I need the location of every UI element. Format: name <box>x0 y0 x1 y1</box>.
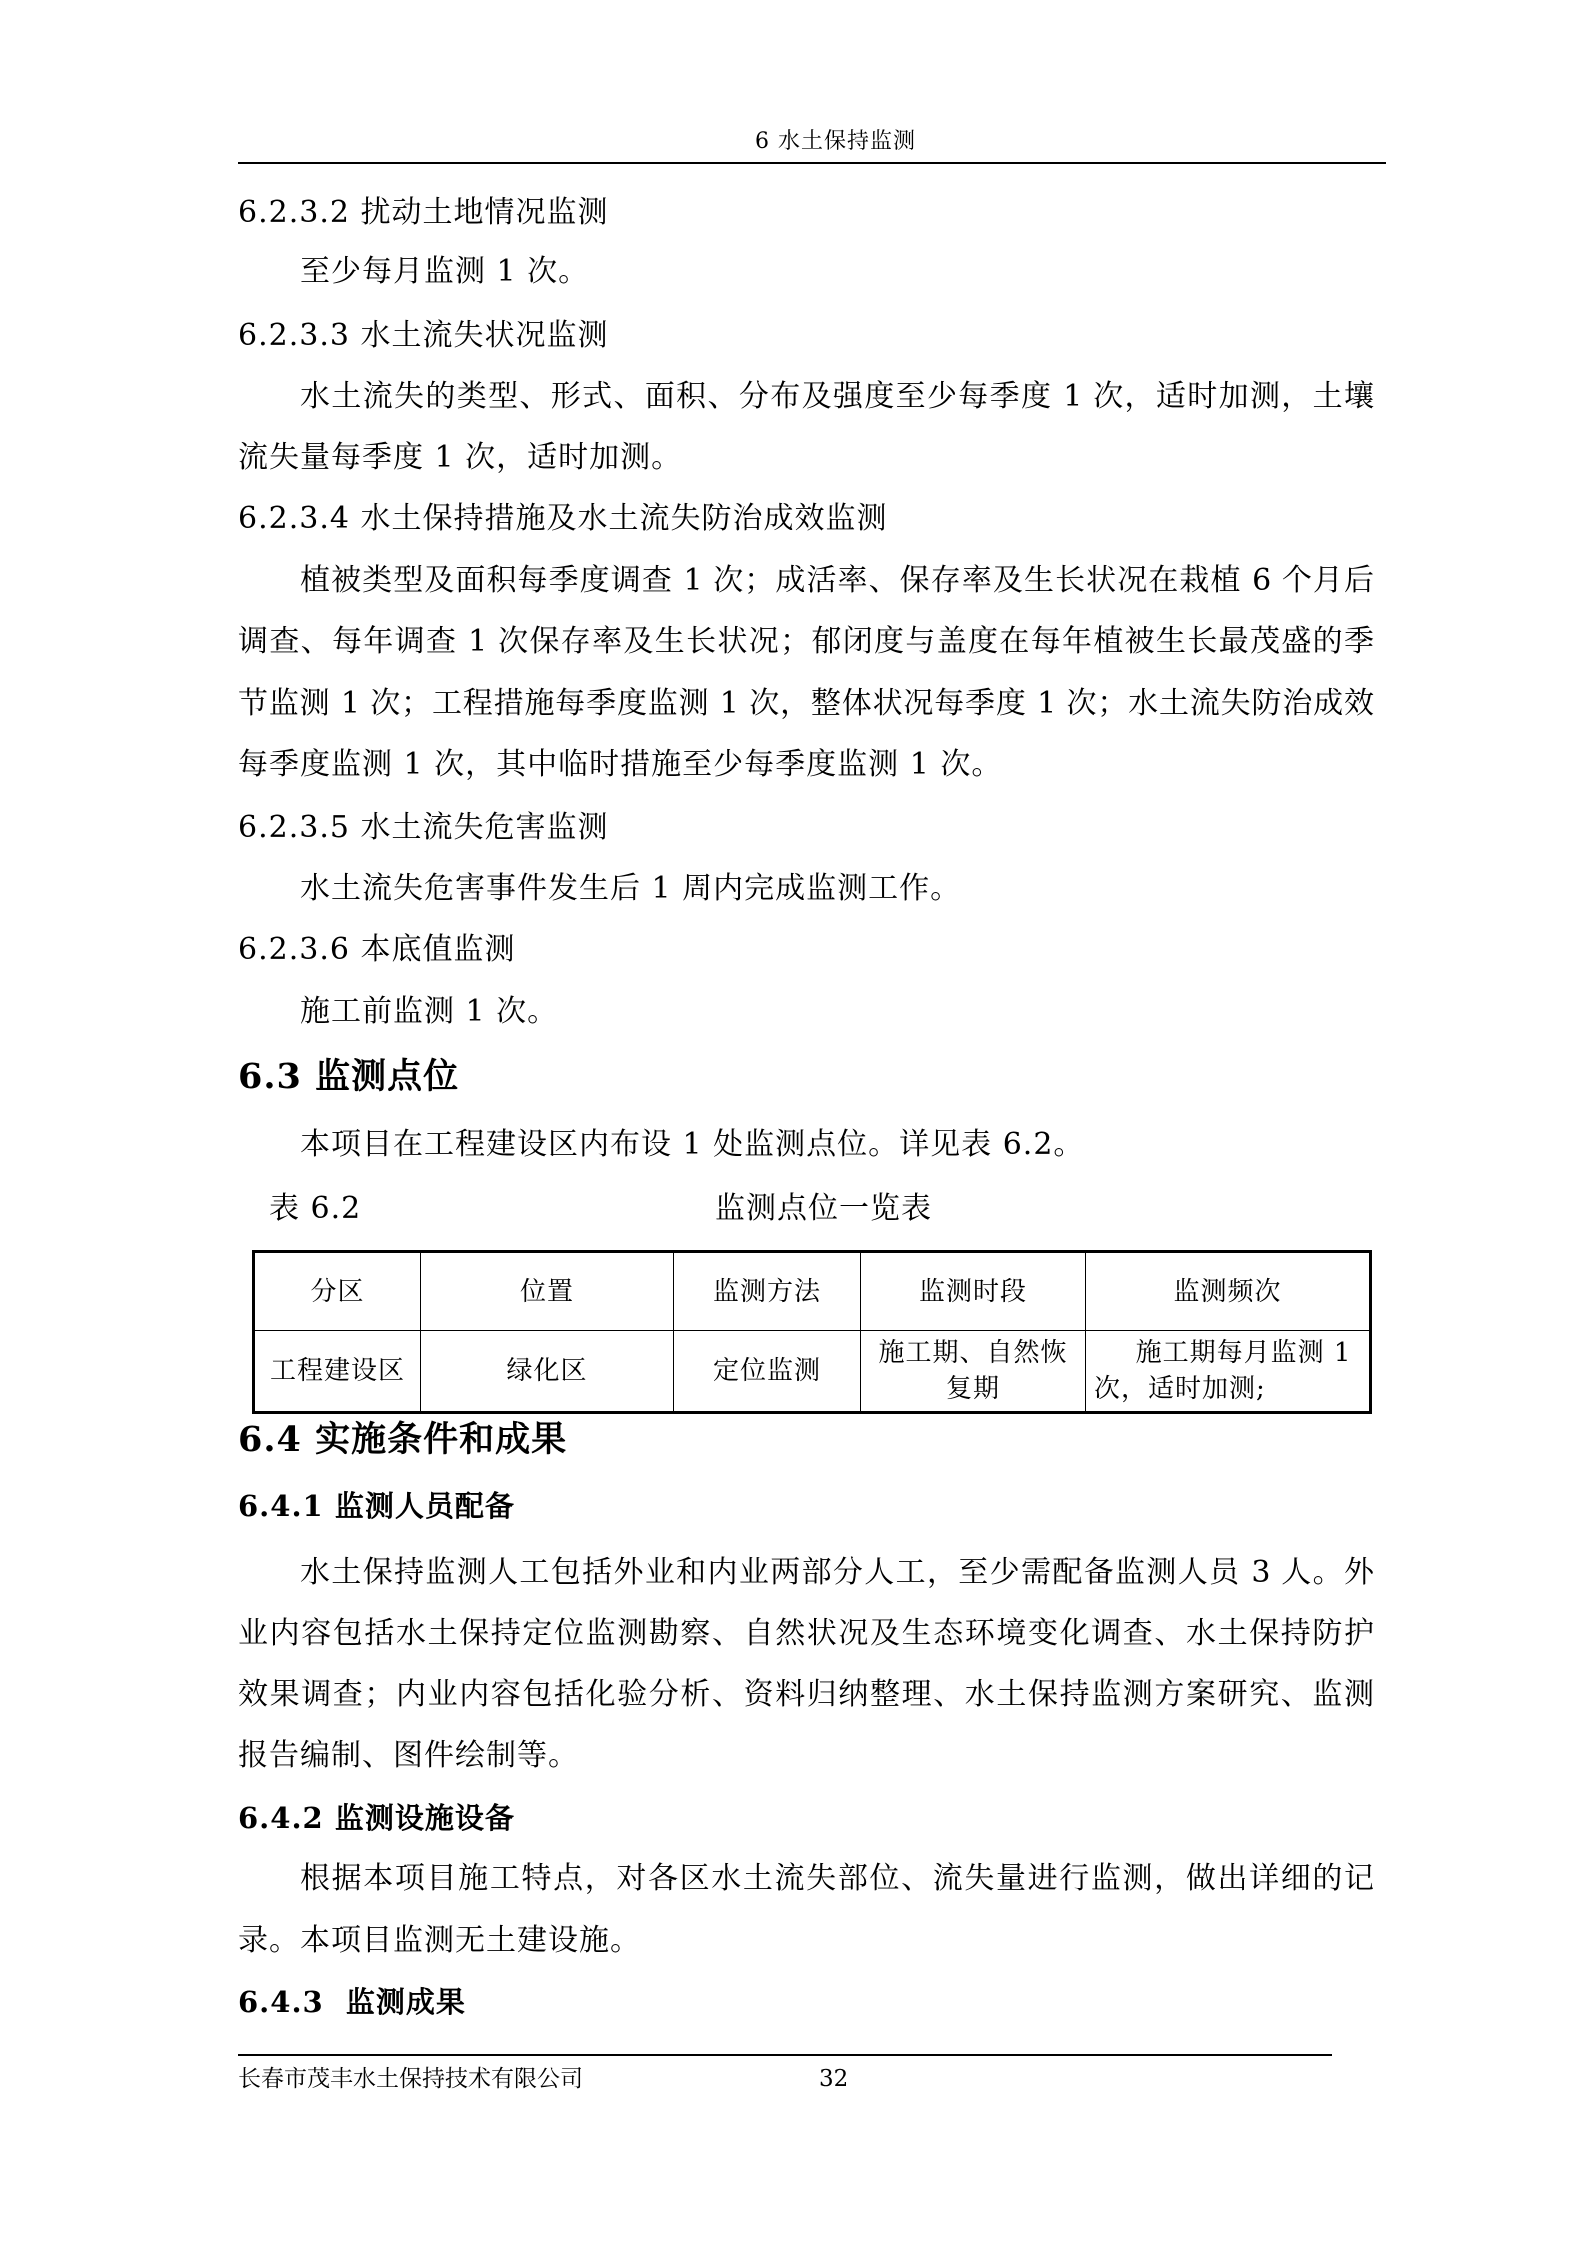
heading-6-4-2: 6.4.2 监测设施设备 <box>238 1801 515 1835</box>
paragraph-line: 植被类型及面积每季度调查 1 次；成活率、保存率及生长状况在栽植 6 个月后 <box>300 563 1374 598</box>
footer-company-name: 长春市茂丰水土保持技术有限公司 <box>238 2066 583 2092</box>
heading-6-4-1: 6.4.1 监测人员配备 <box>238 1489 515 1523</box>
heading-6-2-3-2: 6.2.3.2 扰动土地情况监测 <box>238 195 609 230</box>
heading-6-4: 6.4 实施条件和成果 <box>238 1419 568 1460</box>
paragraph-line: 水土流失的类型、形式、面积、分布及强度至少每季度 1 次，适时加测，土壤 <box>300 379 1374 414</box>
table-cell: 工程建设区 <box>254 1331 421 1413</box>
table-cell: 施工期每月监测 1 次，适时加测; <box>1086 1331 1371 1413</box>
table-header-cell: 分区 <box>254 1252 421 1331</box>
heading-6-2-3-3: 6.2.3.3 水土流失状况监测 <box>238 318 609 353</box>
table-header-cell: 监测方法 <box>674 1252 861 1331</box>
table-header-cell: 监测时段 <box>861 1252 1086 1331</box>
table-cell: 绿化区 <box>421 1331 674 1413</box>
paragraph-line: 水土流失危害事件发生后 1 周内完成监测工作。 <box>300 871 962 906</box>
paragraph-line: 节监测 1 次；工程措施每季度监测 1 次，整体状况每季度 1 次；水土流失防治成效 <box>238 686 1374 721</box>
paragraph-line: 每季度监测 1 次，其中临时措施至少每季度监测 1 次。 <box>238 747 1003 782</box>
heading-6-2-3-6: 6.2.3.6 本底值监测 <box>238 932 516 967</box>
paragraph-line: 至少每月监测 1 次。 <box>300 254 590 289</box>
table-row <box>254 1331 1371 1413</box>
table-header-cell: 监测频次 <box>1086 1252 1371 1331</box>
paragraph-line: 本项目在工程建设区内布设 1 处监测点位。详见表 6.2。 <box>300 1127 1085 1162</box>
monitoring-points-table <box>252 1250 1372 1414</box>
heading-6-2-3-5: 6.2.3.5 水土流失危害监测 <box>238 810 609 845</box>
header-rule <box>238 162 1386 164</box>
page-number: 32 <box>819 2066 849 2092</box>
table-number: 表 6.2 <box>269 1191 362 1226</box>
table-cell: 施工期、自然恢复期 <box>861 1331 1086 1413</box>
paragraph-line: 报告编制、图件绘制等。 <box>238 1738 579 1773</box>
paragraph-line: 效果调查；内业内容包括化验分析、资料归纳整理、水土保持监测方案研究、监测 <box>238 1677 1374 1712</box>
heading-6-2-3-4: 6.2.3.4 水土保持措施及水土流失防治成效监测 <box>238 501 888 536</box>
running-header-title: 6 水土保持监测 <box>755 129 916 154</box>
paragraph-line: 水土保持监测人工包括外业和内业两部分人工，至少需配备监测人员 3 人。外 <box>300 1555 1374 1590</box>
paragraph-line: 调查、每年调查 1 次保存率及生长状况；郁闭度与盖度在每年植被生长最茂盛的季 <box>238 624 1374 659</box>
footer-rule <box>238 2054 1332 2056</box>
table-header-row <box>254 1252 1371 1331</box>
table-header-cell: 位置 <box>421 1252 674 1331</box>
paragraph-line: 录。本项目监测无土建设施。 <box>238 1923 641 1958</box>
heading-6-4-3: 6.4.3 监测成果 <box>238 1985 466 2019</box>
table-caption: 监测点位一览表 <box>715 1191 932 1226</box>
paragraph-line: 流失量每季度 1 次，适时加测。 <box>238 440 683 475</box>
paragraph-line: 施工前监测 1 次。 <box>300 994 559 1029</box>
table-cell: 定位监测 <box>674 1331 861 1413</box>
heading-6-3: 6.3 监测点位 <box>238 1056 460 1097</box>
paragraph-line: 业内容包括水土保持定位监测勘察、自然状况及生态环境变化调查、水土保持防护 <box>238 1616 1374 1651</box>
paragraph-line: 根据本项目施工特点，对各区水土流失部位、流失量进行监测，做出详细的记 <box>300 1861 1374 1896</box>
